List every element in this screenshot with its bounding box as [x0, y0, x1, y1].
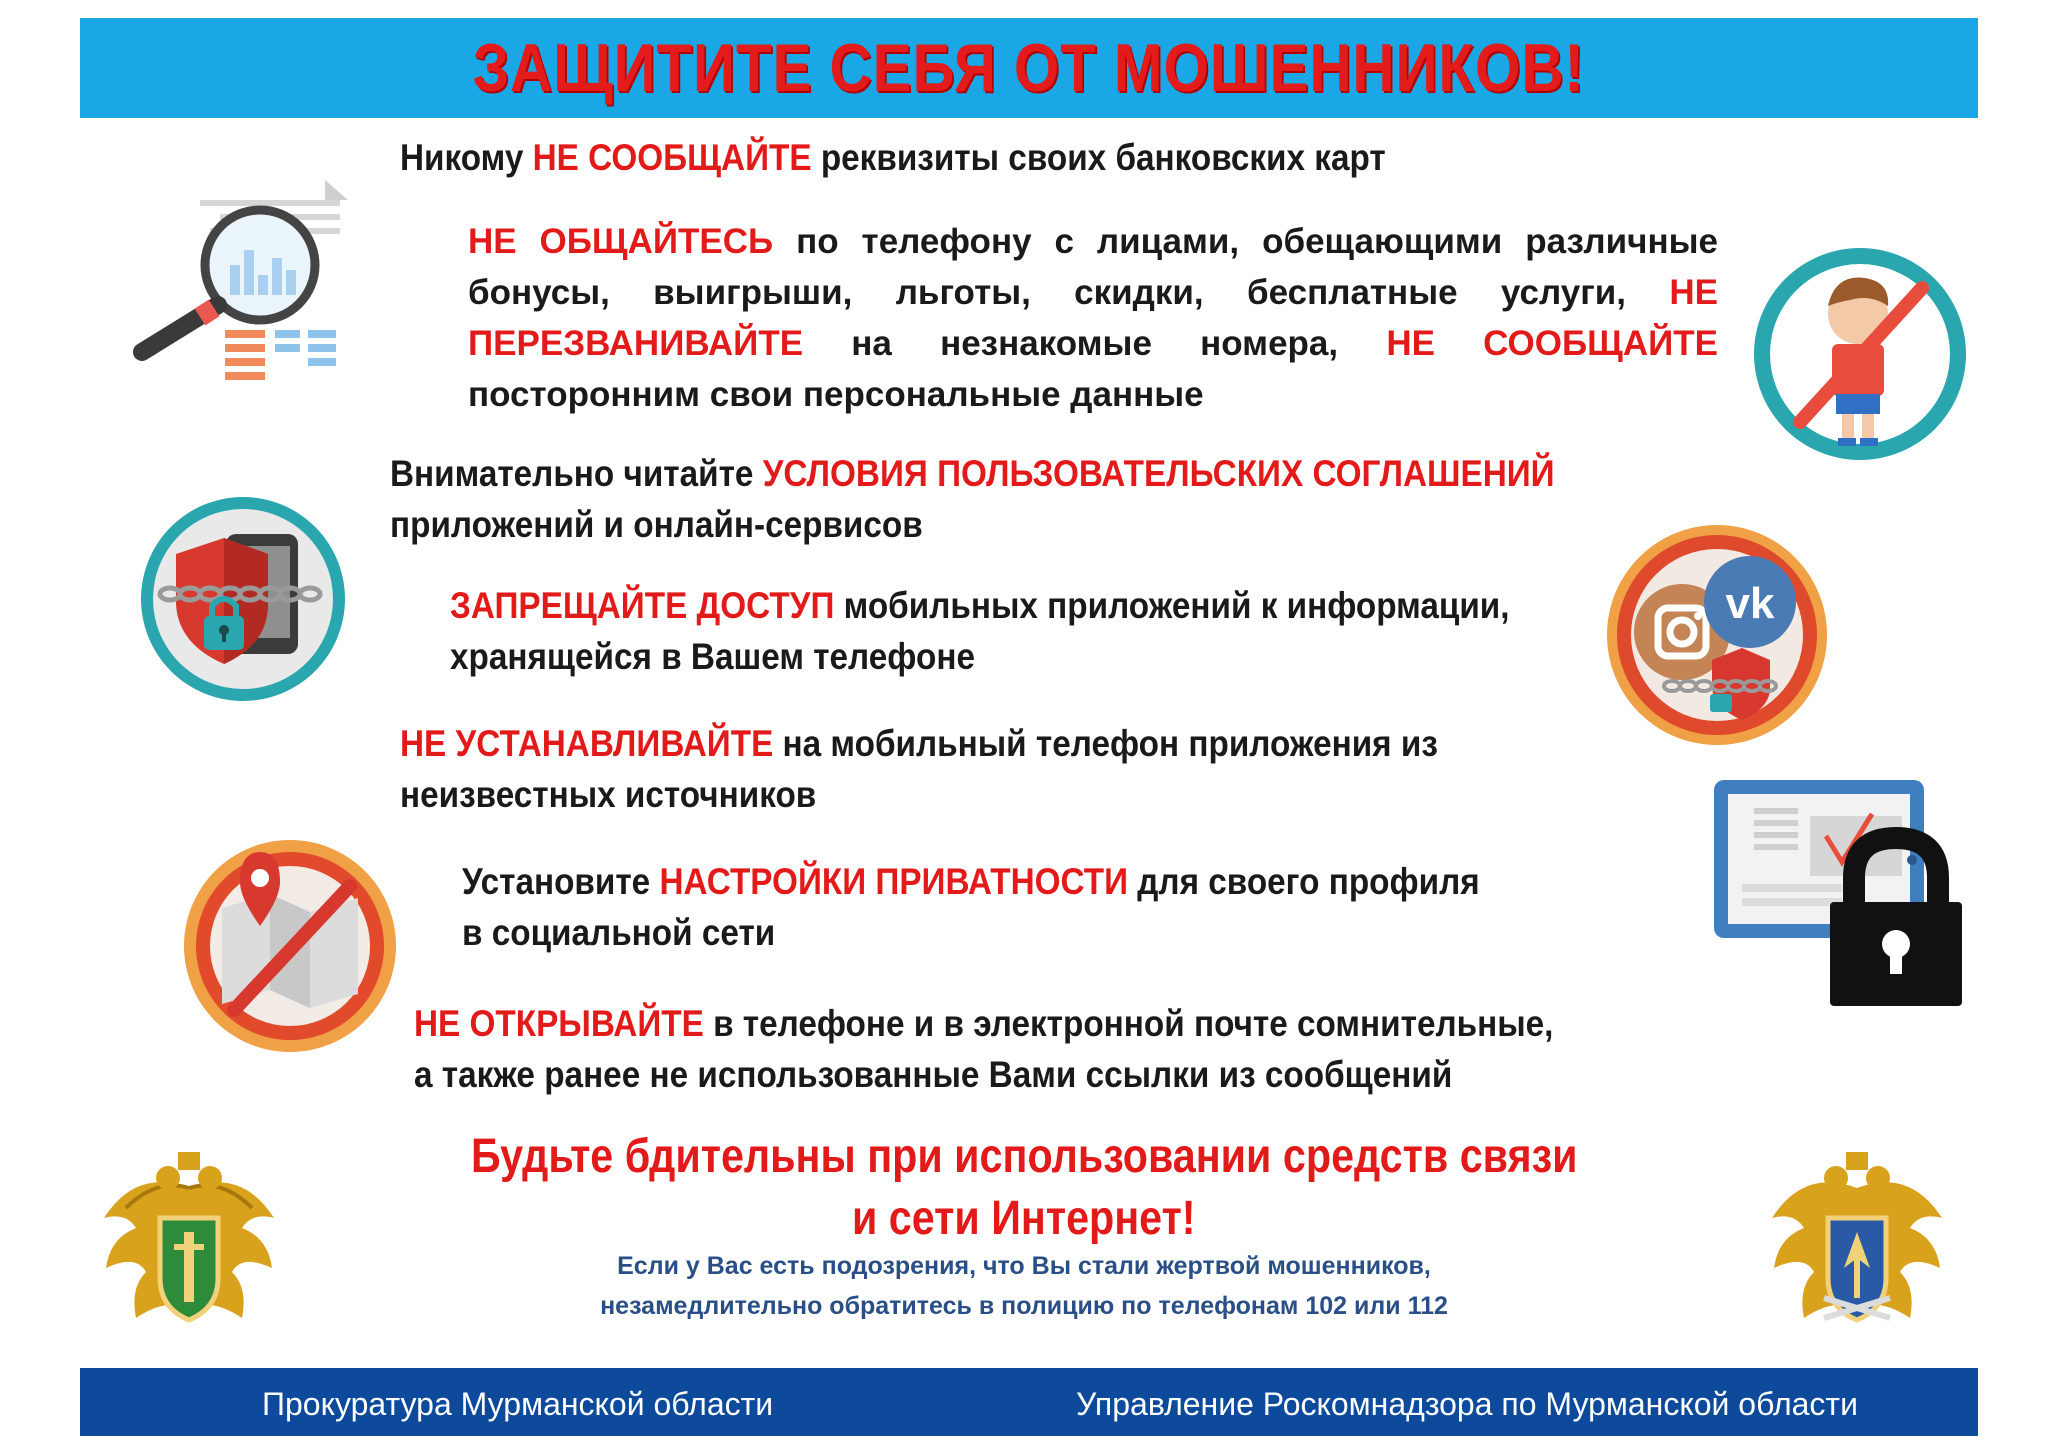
- footer-right: Управление Роскомнадзора по Мурманской области: [1076, 1386, 1858, 1422]
- prosecutor-emblem-icon: [96, 1148, 282, 1348]
- tip-text: неизвестных источников: [400, 774, 817, 815]
- tip-text: хранящейся в Вашем телефоне: [450, 636, 975, 677]
- tip-highlight: ПЕРЕЗВАНИВАЙТЕ: [468, 324, 804, 363]
- tip-text: а также ранее не использованные Вами ссылки из сообщений: [414, 1054, 1453, 1095]
- tip-text: на незнакомые номера,: [803, 324, 1387, 363]
- vigilance-callout: [0, 1126, 2048, 1250]
- tip-text: на мобильный телефон приложения из: [773, 723, 1438, 764]
- tip-privacy-settings: [462, 856, 1480, 958]
- footer-bar: [80, 1368, 1978, 1436]
- tip-text: Внимательно читайте: [390, 453, 763, 494]
- tablet-padlock-icon: [1714, 780, 1974, 1020]
- tip-text: реквизиты своих банковских карт: [811, 137, 1386, 178]
- tip-text: бонусы, выигрыши, льготы, скидки, бесплатные услуги,: [468, 273, 1670, 312]
- tip-text: мобильных приложений к информации,: [834, 585, 1510, 626]
- tip-text: Никому: [400, 137, 533, 178]
- tip-suspicious-links: [414, 998, 1553, 1100]
- tip-highlight: УСЛОВИЯ ПОЛЬЗОВАТЕЛЬСКИХ СОГЛАШЕНИЙ: [762, 453, 1555, 494]
- tip-highlight: НЕ ОБЩАЙТЕСЬ: [468, 222, 774, 261]
- tip-phone-calls: [468, 216, 1718, 420]
- tip-text: посторонним свои персональные данные: [468, 375, 1204, 414]
- tip-highlight: НЕ: [1669, 273, 1718, 312]
- tip-text: по телефону с лицами, обещающими различные: [773, 222, 1718, 261]
- magnifier-report-icon: [130, 180, 360, 390]
- tip-highlight: НЕ ОТКРЫВАЙТЕ: [414, 1003, 704, 1044]
- tip-text: приложений и онлайн-сервисов: [390, 504, 923, 545]
- map-pin-prohibited-icon: [182, 838, 398, 1054]
- tip-highlight: ЗАПРЕЩАЙТЕ ДОСТУП: [450, 585, 835, 626]
- tip-text: в социальной сети: [462, 912, 776, 953]
- tip-highlight: НАСТРОЙКИ ПРИВАТНОСТИ: [659, 861, 1129, 902]
- roskomnadzor-emblem-icon: [1764, 1148, 1950, 1348]
- header-banner: [80, 18, 1978, 118]
- tip-unknown-apps: [400, 718, 1438, 820]
- tip-highlight: НЕ УСТАНАВЛИВАЙТЕ: [400, 723, 774, 764]
- tip-highlight: НЕ СООБЩАЙТЕ: [1386, 324, 1718, 363]
- tip-text: Установите: [462, 861, 660, 902]
- police-note: [0, 1246, 2048, 1326]
- tip-text: в телефоне и в электронной почте сомнительные,: [703, 1003, 1554, 1044]
- tip-text: для своего профиля: [1128, 861, 1480, 902]
- social-network-lock-icon: [1602, 520, 1832, 750]
- tip-app-access: [450, 580, 1510, 682]
- prohibited-child-icon: [1750, 244, 1970, 464]
- footer-left: Прокуратура Мурманской области: [262, 1386, 774, 1422]
- note-line-2: незамедлительно обратитесь в полицию по телефонам 102 или 112: [600, 1292, 1448, 1320]
- tip-highlight: НЕ СООБЩАЙТЕ: [532, 137, 812, 178]
- phone-shield-chain-icon: [138, 494, 348, 704]
- tip-user-agreements: [390, 448, 1555, 550]
- svg-text:vk: vk: [1725, 579, 1775, 628]
- tip-bank-cards: [400, 132, 1386, 183]
- callout-line-2: и сети Интернет!: [852, 1192, 1196, 1245]
- page-title: ЗАЩИТИТЕ СЕБЯ ОТ МОШЕННИКОВ!: [472, 30, 1586, 106]
- note-line-1: Если у Вас есть подозрения, что Вы стали жертвой мошенников,: [617, 1252, 1431, 1280]
- callout-line-1: Будьте бдительны при использовании средств связи: [470, 1130, 1578, 1183]
